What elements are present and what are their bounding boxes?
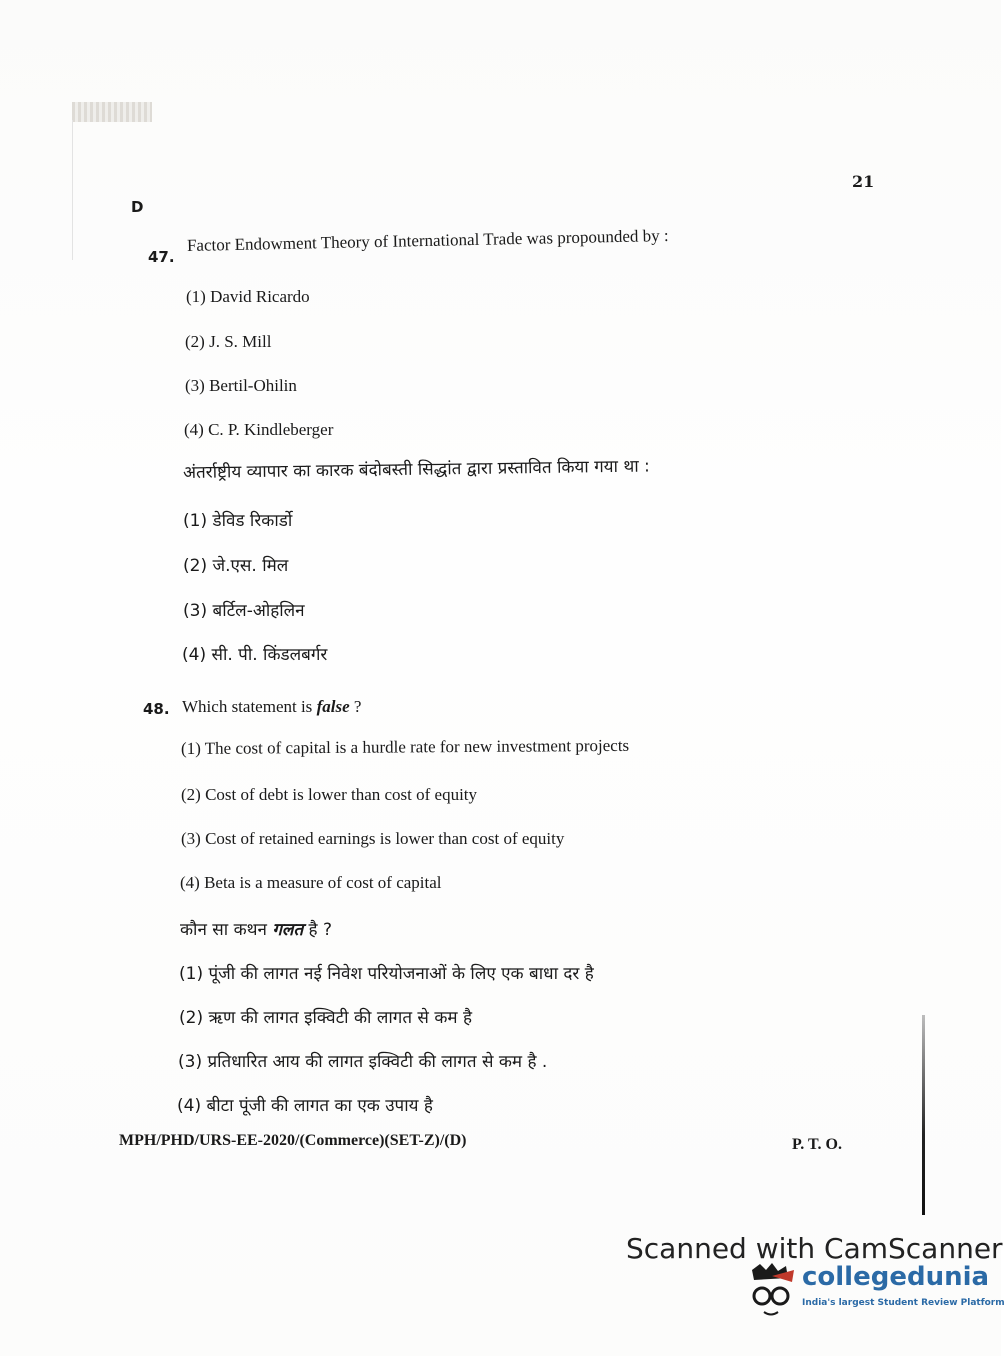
question-47-option-2-hi: (2) जे.एस. मिल	[183, 556, 289, 576]
collegedunia-logo	[742, 1262, 1005, 1322]
page-edge-left	[72, 120, 73, 260]
question-47-option-2-en: (2) J. S. Mill	[185, 332, 272, 351]
paper-code: MPH/PHD/URS-EE-2020/(Commerce)(SET-Z)/(D)	[119, 1132, 467, 1149]
question-48-text-hi-after: है ?	[303, 920, 333, 940]
set-letter: D	[131, 198, 144, 216]
brand-tagline: India's largest Student Review Platform	[802, 1298, 1005, 1308]
scan-artifact	[72, 102, 152, 122]
question-47-option-4-en: (4) C. P. Kindleberger	[184, 420, 334, 439]
question-48-option-2-hi: (2) ऋण की लागत इक्विटी की लागत से कम है	[179, 1008, 472, 1028]
question-47-option-1-hi: (1) डेविड रिकार्डो	[183, 511, 293, 531]
mascot-icon	[742, 1262, 800, 1322]
question-48-text-en-emph: false	[316, 697, 350, 716]
question-47-text-hi: अंतर्राष्ट्रीय व्यापार का कारक बंदोबस्ती सिद्धांत द्वारा प्रस्तावित किया गया था :	[182, 456, 650, 483]
question-47-text-en: Factor Endowment Theory of International Trade was propounded by :	[186, 225, 669, 255]
question-48-option-2-en: (2) Cost of debt is lower than cost of equity	[181, 785, 478, 804]
question-48-text-hi-before: कौन सा कथन	[180, 920, 273, 940]
question-48-text-hi	[180, 917, 332, 940]
question-47-option-4-hi: (4) सी. पी. किंडलबर्गर	[182, 645, 328, 665]
question-48-text-en-after: ?	[349, 697, 362, 716]
page-number: 21	[852, 172, 875, 191]
pto-label: P. T. O.	[792, 1136, 842, 1153]
question-48-option-3-hi: (3) प्रतिधारित आय की लागत इक्विटी की लागत से कम है .	[178, 1052, 548, 1072]
question-48-text-en	[182, 697, 361, 717]
question-48-option-3-en: (3) Cost of retained earnings is lower than cost of equity	[181, 829, 565, 848]
question-48-option-4-en: (4) Beta is a measure of cost of capital	[180, 873, 442, 892]
question-48-option-1-hi: (1) पूंजी की लागत नई निवेश परियोजनाओं के लिए एक बाधा दर है	[179, 964, 594, 984]
scanner-watermark: Scanned with CamScanner	[626, 1232, 1003, 1265]
question-48-option-1-en: (1) The cost of capital is a hurdle rate for new investment projects	[180, 735, 630, 758]
question-48-option-4-hi: (4) बीटा पूंजी की लागत का एक उपाय है	[177, 1096, 433, 1116]
question-47-option-1-en: (1) David Ricardo	[186, 287, 310, 306]
question-48-text-en-before: Which statement is	[182, 697, 317, 716]
brand-name: collegedunia	[802, 1262, 990, 1292]
question-48-text-hi-emph: गलत	[272, 920, 304, 940]
page-edge-right	[922, 1015, 925, 1215]
question-47-option-3-en: (3) Bertil-Ohilin	[185, 376, 297, 395]
question-47-option-3-hi: (3) बर्टिल-ओहलिन	[183, 601, 305, 621]
question-47-number: 47.	[148, 248, 175, 266]
question-48-number: 48.	[143, 700, 170, 718]
